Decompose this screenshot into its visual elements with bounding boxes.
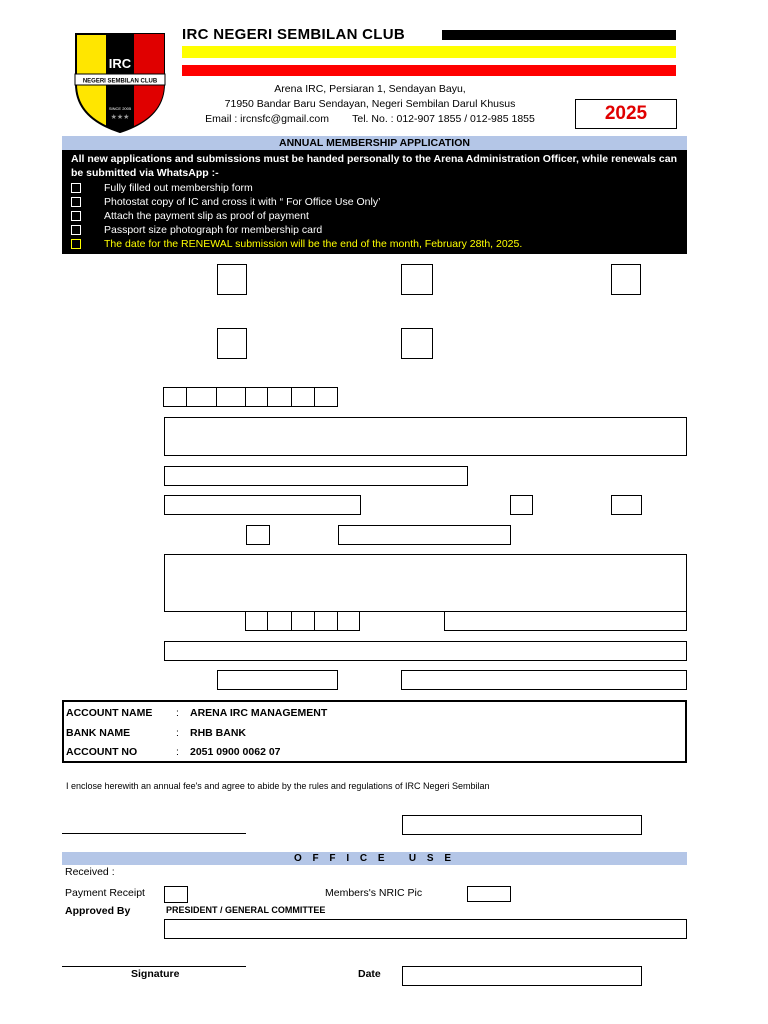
logo-stars: ★★★ <box>110 113 130 121</box>
checkbox-icon <box>71 239 81 249</box>
membership-checkbox[interactable] <box>401 264 433 295</box>
approval-field[interactable] <box>164 919 687 939</box>
membership-checkbox[interactable] <box>611 264 641 295</box>
signature-line <box>62 966 246 967</box>
club-name: IRC NEGERI SEMBILAN CLUB <box>182 26 406 43</box>
approved-by-label: Approved By <box>65 905 131 917</box>
renewal-note: The date for the RENEWAL submission will be the end of the month, February 28th, 2025. <box>71 238 522 251</box>
club-logo <box>70 26 170 136</box>
header-bar-black <box>442 30 676 40</box>
signature-label: Signature <box>131 968 180 980</box>
committee-label: PRESIDENT / GENERAL COMMITTEE <box>166 905 326 915</box>
logo-text: IRC <box>108 56 132 71</box>
checkbox-icon <box>71 183 81 193</box>
bank-name-value: RHB BANK <box>190 727 246 739</box>
account-name-value: ARENA IRC MANAGEMENT <box>190 707 328 719</box>
text-field[interactable] <box>510 495 533 515</box>
notice-item: Attach the payment slip as proof of payment <box>71 210 309 223</box>
notice-panel <box>62 150 687 254</box>
notice-heading: All new applications and submissions must be handed personally to the Arena Administration Officer, while renewals can be submitted via WhatsApp :- <box>71 153 678 179</box>
checkbox-icon <box>71 211 81 221</box>
logo-ribbon: NEGERI SEMBILAN CLUB <box>82 78 158 85</box>
text-field[interactable] <box>444 611 687 631</box>
contact-line: Email : ircnsfc@gmail.com Tel. No. : 012-907 1855 / 012-985 1855 <box>205 113 535 125</box>
colon: : <box>176 746 179 758</box>
address-line2: 71950 Bandar Baru Sendayan, Negeri Sembilan Darul Khusus <box>224 98 516 110</box>
text-field[interactable] <box>246 525 270 545</box>
bank-details <box>62 700 687 763</box>
text-field[interactable] <box>164 417 687 456</box>
checkbox-icon <box>71 197 81 207</box>
colon: : <box>176 727 179 739</box>
checkbox-icon <box>71 225 81 235</box>
form-title: ANNUAL MEMBERSHIP APPLICATION <box>62 136 687 150</box>
date-field[interactable] <box>402 815 642 835</box>
membership-checkbox[interactable] <box>401 328 433 359</box>
character-cells[interactable] <box>164 387 338 407</box>
notice-item: Fully filled out membership form <box>71 182 253 195</box>
declaration-text: I enclose herewith an annual fee's and agree to abide by the rules and regulations of IRC Negeri Sembilan <box>66 781 490 791</box>
bank-name-label: BANK NAME <box>66 727 131 739</box>
colon: : <box>176 707 179 719</box>
text-field[interactable] <box>164 554 687 612</box>
address-line1: Arena IRC, Persiaran 1, Sendayan Bayu, <box>274 83 466 95</box>
text-field[interactable] <box>217 670 338 690</box>
payment-receipt-checkbox[interactable] <box>164 886 188 903</box>
office-use-title: O F F I C E U S E <box>62 852 687 865</box>
text-field[interactable] <box>164 466 468 486</box>
nric-pic-label: Members's NRIC Pic <box>325 887 423 899</box>
membership-checkbox[interactable] <box>217 264 247 295</box>
nric-pic-checkbox[interactable] <box>467 886 511 902</box>
membership-checkbox[interactable] <box>217 328 247 359</box>
text-field[interactable] <box>164 641 687 661</box>
account-name-label: ACCOUNT NAME <box>66 707 153 719</box>
text-field[interactable] <box>401 670 687 690</box>
account-no-label: ACCOUNT NO <box>66 746 138 758</box>
notice-item: Photostat copy of IC and cross it with “ For Office Use Only’ <box>71 196 380 209</box>
character-cells[interactable] <box>246 611 360 631</box>
text-field[interactable] <box>611 495 642 515</box>
logo-since: SINCE 2005 <box>108 106 132 111</box>
account-no-value: 2051 0900 0062 07 <box>190 746 281 758</box>
payment-receipt-label: Payment Receipt <box>65 887 145 899</box>
received-label: Received : <box>65 866 115 878</box>
year-badge: 2025 <box>575 99 677 129</box>
text-field[interactable] <box>338 525 511 545</box>
date-label: Date <box>358 968 381 980</box>
notice-item: Passport size photograph for membership card <box>71 224 322 237</box>
date-field[interactable] <box>402 966 642 986</box>
text-field[interactable] <box>164 495 361 515</box>
signature-line <box>62 833 246 834</box>
header-bar-red <box>182 65 676 76</box>
header-bar-yellow <box>182 46 676 58</box>
